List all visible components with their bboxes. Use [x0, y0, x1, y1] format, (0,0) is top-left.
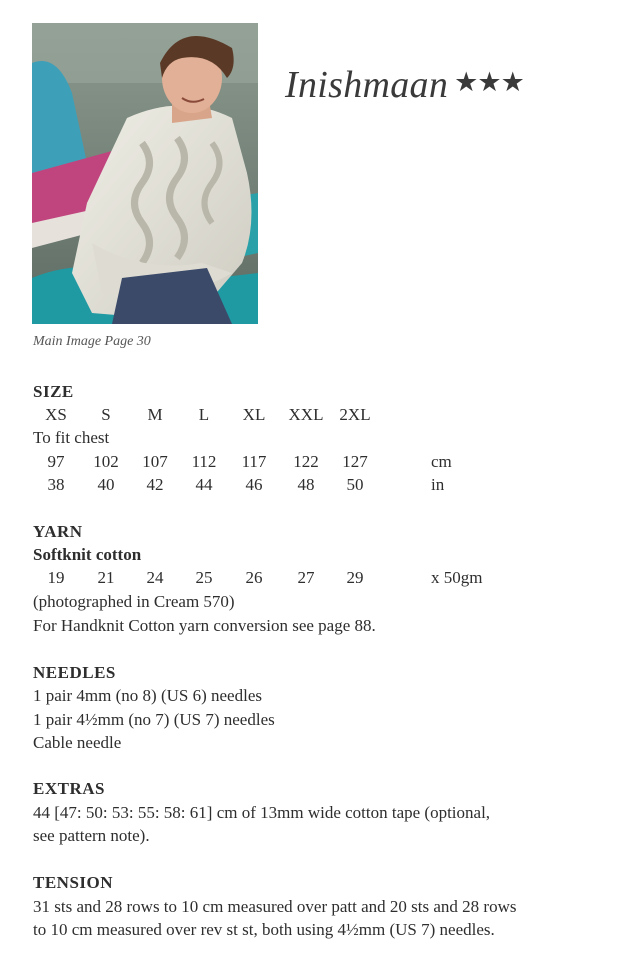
needles-line: 1 pair 4½mm (no 7) (US 7) needles	[33, 710, 275, 729]
main-photo-illustration	[32, 23, 258, 324]
yarn-balls-value: 19	[47, 568, 65, 587]
difficulty-stars: ★★★	[454, 67, 524, 97]
needles-line: Cable needle	[33, 733, 122, 752]
main-photo	[32, 23, 258, 324]
in-unit: in	[431, 475, 445, 494]
chest-in-value: 50	[346, 475, 364, 494]
yarn-balls-value: 21	[97, 568, 115, 587]
extras-line: 44 [47: 50: 53: 55: 58: 61] cm of 13mm wide cotton tape (optional,	[33, 803, 491, 822]
chest-cm-value: 127	[342, 452, 368, 471]
image-caption: Main Image Page 30	[33, 334, 151, 349]
needles-heading: NEEDLES	[33, 663, 116, 682]
chest-in-value: 42	[146, 475, 164, 494]
yarn-photographed: (photographed in Cream 570)	[33, 592, 235, 611]
chest-in-value: 46	[245, 475, 263, 494]
size-label: XL	[242, 405, 266, 424]
yarn-balls-value: 29	[346, 568, 364, 587]
chest-in-row	[33, 475, 573, 497]
pattern-title	[285, 63, 524, 107]
yarn-balls-value: 25	[195, 568, 213, 587]
chest-cm-value: 117	[241, 452, 267, 471]
chest-in-value: 38	[47, 475, 65, 494]
tension-heading: TENSION	[33, 873, 114, 892]
pattern-name: Inishmaan	[285, 64, 449, 106]
size-label: 2XL	[339, 405, 371, 424]
tension-line: 31 sts and 28 rows to 10 cm measured over patt and 20 sts and 28 rows	[33, 897, 517, 916]
chest-cm-value: 107	[142, 452, 168, 471]
chest-cm-value: 122	[293, 452, 319, 471]
size-label: XXL	[288, 405, 324, 424]
yarn-balls-value: 27	[297, 568, 315, 587]
yarn-balls-value: 24	[146, 568, 164, 587]
size-label: L	[198, 405, 210, 424]
size-label: XS	[45, 405, 67, 424]
yarn-unit: x 50gm	[431, 568, 483, 587]
yarn-conversion: For Handknit Cotton yarn conversion see page 88.	[33, 616, 376, 635]
cm-unit: cm	[431, 452, 452, 471]
chest-cm-value: 97	[47, 452, 65, 471]
size-label: S	[101, 405, 111, 424]
chest-cm-row	[33, 452, 573, 474]
chest-in-value: 48	[297, 475, 315, 494]
chest-cm-value: 102	[93, 452, 119, 471]
yarn-balls-value: 26	[245, 568, 263, 587]
yarn-balls-row	[33, 568, 573, 590]
chest-cm-value: 112	[191, 452, 217, 471]
size-label: M	[147, 405, 163, 424]
needles-line: 1 pair 4mm (no 8) (US 6) needles	[33, 686, 262, 705]
chest-in-value: 44	[195, 475, 213, 494]
fit-label: To fit chest	[33, 428, 110, 447]
extras-line: see pattern note).	[33, 826, 150, 845]
tension-line: to 10 cm measured over rev st st, both using 4½mm (US 7) needles.	[33, 920, 495, 939]
extras-heading: EXTRAS	[33, 779, 105, 798]
yarn-heading: YARN	[33, 522, 83, 541]
size-heading: SIZE	[33, 382, 74, 401]
size-labels-row	[33, 405, 573, 427]
chest-in-value: 40	[97, 475, 115, 494]
yarn-name: Softknit cotton	[33, 545, 142, 564]
